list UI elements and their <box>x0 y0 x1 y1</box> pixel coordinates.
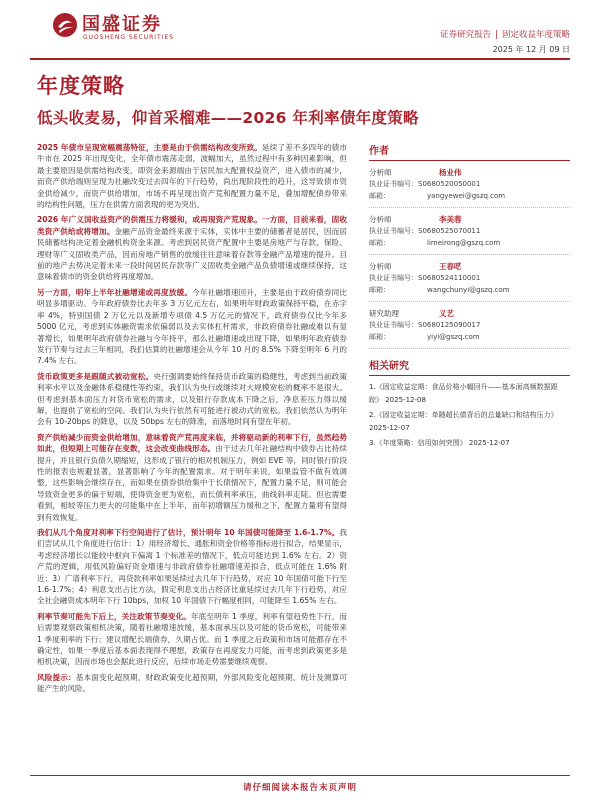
email-label: 邮箱： <box>369 192 390 200</box>
author-role: 分析师 <box>369 168 392 177</box>
paragraph-text: 延续了差不多四年的债市牛市在 2025 年出现变化，全年债市震荡走弱，波幅加大，虽然过程中有多种因素影响，但最主要原因是供需结构改变，即资金来源端由于居民加大配置权益资产，进入债市的减少，而资产供给端则呈现为社融改变过去四年的下行趋势，尚出现阶段性的趋升，这导致债市资金供给减少，而资产供给增加，市场不再呈现出资产荒和配置力量不足，叠加增配债券带来的结构性问题，压力在供需方面表现的更为突出。 <box>37 143 347 210</box>
cert-number: S0680524110001 <box>418 274 481 282</box>
cert-label: 执业证书编号： <box>369 227 418 235</box>
paragraph-text: 年底至明年 1 季度，利率有望趋势性下行，而后需要观察政策相机决策，随着社融增速放缓，基本面承压以及可能的货币宽松，可能带来 1 季度利率的下行；建议增配长端债券，久期占优。而 1 季度之后政策和市场可能都存在不确定性，如果一季度后基本面表现得不理想，政策存在再度发力可能，而考虑到政策更多是相机决策，因而市场也会据此进行反应，后续市场走势需要继续观察。 <box>37 611 347 667</box>
cert-label: 执业证书编号： <box>369 180 418 188</box>
paragraph-lead: 另一方面，明年上半年社融增速或再度放缓。 <box>37 287 193 297</box>
company-name-cn: 国盛证券 <box>82 14 162 35</box>
author-name: 李美蓉 <box>439 215 462 224</box>
risk-warning <box>37 672 347 695</box>
summary-paragraph <box>37 527 347 607</box>
document-type: 年度策略 <box>37 74 125 98</box>
header-divider <box>30 58 570 60</box>
author-name: 王春呓 <box>439 262 462 271</box>
company-logo <box>52 10 182 46</box>
paragraph-lead: 风险提示： <box>37 672 76 682</box>
footer-divider <box>30 775 570 776</box>
paragraph-lead: 利率节奏可能先下后上，关注政策节奏变化。 <box>37 611 191 621</box>
cert-number: S0680525070011 <box>418 227 481 235</box>
paragraph-lead: 资产供给减少而资金供给增加，意味着资产荒再度来临，并将驱动新的利率下行，虽然趋势如此，但短期上可能存在变数，这会改变曲线形态。 <box>37 432 347 454</box>
footer-disclaimer: 请仔细阅读本报告末页声明 <box>242 783 357 793</box>
paragraph-text: 基本面变化超预期，财政政策变化超预期，外部风险变化超预期，统计及测算可能产生的风险。 <box>37 672 348 694</box>
summary-paragraph <box>37 432 347 523</box>
author-card <box>369 308 570 349</box>
summary-paragraph <box>37 142 347 210</box>
summary-paragraph <box>37 214 347 282</box>
cert-number: S0680520050001 <box>418 180 481 188</box>
summary-paragraph <box>37 287 347 367</box>
author-role: 研究助理 <box>369 309 399 318</box>
paragraph-lead: 2026 年广义国收益资产的供需压力将缓和，或再现资产荒现象。一方面，目前来看，固收类资产供给或将增加。 <box>37 215 347 236</box>
paragraph-text: 金融产品资金最终来源于实体，实体中主要的储蓄者是居民，因而居民储蓄结构决定着金融机构资金来源。考虑到居民资产配置中主要是房地产与存款、保险、理财等广义固收类产品，因而房地产销售的放缓往往意味着存款等金融产品增速的提升。目前的地产去势决定着未来一段时间居民存款等广义固收类金融产品负债增速或继续保持，这意味着债市的资金供给将再度增加。 <box>37 226 348 282</box>
cert-label: 执业证书编号： <box>369 321 418 329</box>
authors-heading: 作者 <box>369 142 570 161</box>
email-label: 邮箱： <box>369 333 390 341</box>
cert-number: S0680125090017 <box>418 321 481 329</box>
paragraph-lead: 货币政策更多是跟随式被动宽松。 <box>37 371 154 381</box>
report-date: 2025 年 12 月 09 日 <box>492 45 570 54</box>
email-label: 邮箱： <box>369 286 390 294</box>
author-name: 义艺 <box>439 309 454 318</box>
summary-paragraph <box>37 611 347 668</box>
summary-paragraph <box>37 371 347 428</box>
paragraph-text: 今年社融增速回升，主要是由于政府债券同比明显多增驱动。今年政府债券比去年多 3 万亿元左右，如果明年财政政策保持平稳，在赤字率 4%，特别国债 2 万亿元以及新增专项债 4.5 万亿元的情况下，政府债券仅比今年多 5000 亿元，考虑到实体融资需求依偏弱以及去实体杠杆需求，非政府债券社融或难以有显著增长，如果明年政府债券社融与今年持平，那么社融增速或出现下降，如果明年政府债券发行节奏与过去三年相同，我们估算的社融增速会从今年 10 月的 8.5% 下降至明年 6 月的 7.4% 左右。 <box>37 287 347 366</box>
report-category <box>440 28 570 40</box>
company-name-en: GUOSHENG SECURITIES <box>83 34 175 41</box>
related-research-list <box>369 381 570 450</box>
author-role: 分析师 <box>369 262 392 271</box>
report-subcategory-label: 固定收益年度策略 <box>501 30 570 40</box>
paragraph-text: 我们尝试从几个角度进行估计：1）用经济增长、通胀和资金价格等指标进行拟合，结果显示，考虑经济增长以能较中枢向下偏离 1 个标准差的情况下，低点可能达到 1.6% 左右。2）资产荒的逻辑，用低风险偏好资金增速与非政府债券社融增速差拟合，低点可能在 1.6% 附近；3）广谱利率下行，再贷款利率如果延续过去几年下行趋势，对应 10 年国债可能下行至 1.6-1.7%；4）利息支出占比方法，假定利息支出占经济比重延续过去几年下行趋势，对应全社会融资成本明年下行 10bps，加权 10 年国债下行幅度相同，可能降至 1.65% 左右。 <box>37 528 347 606</box>
author-email[interactable]: wangchunyi@gszq.com <box>427 286 510 294</box>
related-research-heading: 相关研究 <box>369 357 570 376</box>
paragraph-text: 央行强调要始终保持货币政策的稳健性，考虑到当前政策利率水平以及金融体系稳健性等约束，我们认为央行或继续对大规模宽松的概率不是很大。但考虑到基本面压力对货币宽松的需求，以及银行存款成本下降之后，净息差压力得以缓解，也提供了宽松的空间。我们认为央行依然有可能进行被动式的宽松。我们依然认为明年会有 10-20bps 的降息，以及 50bps 左右的降准，而落地时间有望在年初。 <box>37 371 347 427</box>
author-email[interactable]: yangyewei@gszq.com <box>427 192 506 200</box>
author-card <box>369 261 570 302</box>
author-card <box>369 167 570 208</box>
paragraph-text: 由于过去几年社融结构中债券占比持续提升，并且银行负债久期缩短，这形成了银行的相对机制压力，例如 EVE 等，同时银行阶段性的报表也规避显著，显著影响了今年的配置需求。对于明年来说，如果监管不做有效调整，这些影响会继续存在，而如果在债券供给集中于长债情况下，配置力量不足，则可能会导致资金更多的偏于短端，使得资金更为宽松，而长债利率承压，曲线斜率走陡。但也需要看到，相较等压力更大的可能集中在上半年，而年初增额压力缓和之下，配置力量将有望得到有效恢复。 <box>37 444 347 522</box>
related-report-link[interactable]: 1.《固定收益定期：食品价格小幅回升——基本面高频数据跟踪》 2025-12-08 <box>369 383 558 404</box>
related-report-link[interactable]: 3.《年度策略：信用如何突围》 2025-12-07 <box>369 439 510 447</box>
author-card <box>369 214 570 255</box>
cert-label: 执业证书编号： <box>369 274 418 282</box>
email-label: 邮箱： <box>369 239 390 247</box>
paragraph-lead: 2025 年债市呈现宽幅震荡特征，主要是由于供需结构改变所致。 <box>37 143 263 152</box>
category-separator: | <box>495 30 498 40</box>
report-summary <box>37 142 347 699</box>
report-title: 低头收麦易，仰首采榴难——2026 年利率债年度策略 <box>37 109 419 127</box>
paragraph-lead: 我们从几个角度对利率下行空间进行了估计，预计明年 10 年国债可能降至 1.6-1.7%。 <box>37 528 340 537</box>
sidebar <box>369 142 570 452</box>
author-email[interactable]: limeirong@gszq.com <box>427 239 501 247</box>
guosheng-logo-icon <box>52 12 78 38</box>
related-report-link[interactable]: 2.《固定收益定期：单随超长债背后的总量缺口和结构压力》 2025-12-07 <box>369 411 558 432</box>
author-role: 分析师 <box>369 215 392 224</box>
report-category-label: 证券研究报告 <box>440 30 492 40</box>
author-name: 杨业伟 <box>439 168 462 177</box>
author-email[interactable]: yiyi@gszq.com <box>427 333 480 341</box>
